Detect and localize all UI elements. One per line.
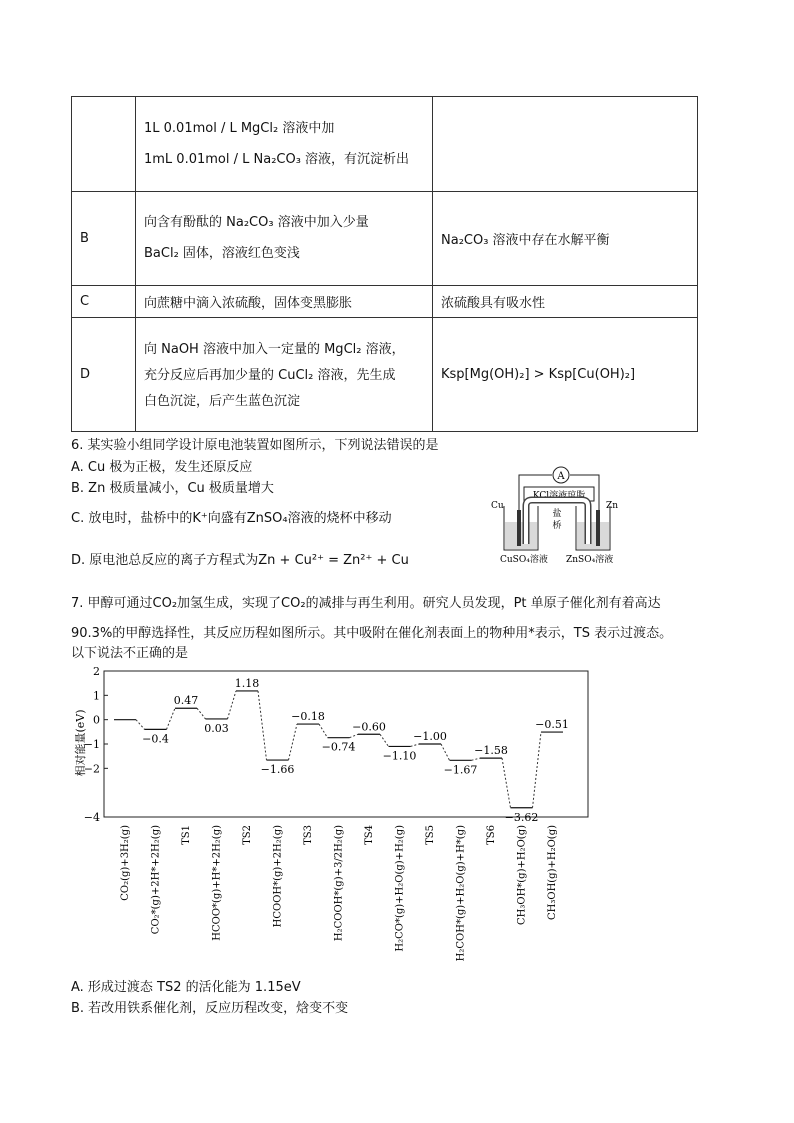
experiment-cell xyxy=(136,192,433,286)
energy-connector xyxy=(136,720,145,730)
q7-option-a: A. 形成过渡态 TS2 的活化能为 1.15eV xyxy=(71,980,301,995)
energy-connector xyxy=(258,691,267,760)
data-label: −0.51 xyxy=(535,718,569,732)
row-label xyxy=(72,97,136,192)
y-tick-label: −4 xyxy=(83,811,100,824)
data-label: −1.67 xyxy=(443,763,478,777)
experiment-line: 白色沉淀，后产生蓝色沉淀 xyxy=(144,393,301,409)
x-tick-label: HCOO*(g)+H*+2H₂(g) xyxy=(211,825,223,941)
data-label: −0.18 xyxy=(291,710,325,724)
salt-bridge-char-1: 盐 xyxy=(552,509,562,519)
q6-option-a: A. Cu 极为正极，发生还原反应 xyxy=(71,460,253,475)
left-solution-label: CuSO₄溶液 xyxy=(500,555,548,565)
y-tick-label: 1 xyxy=(93,689,100,703)
conclusion-cell xyxy=(433,97,698,192)
cu-electrode xyxy=(517,510,521,546)
x-tick-label: TS2 xyxy=(242,825,253,845)
experiment-cell xyxy=(136,97,433,192)
right-solution-fill xyxy=(577,522,609,549)
x-tick-label: H₂COH*(g)+H₂O(g)+H*(g) xyxy=(455,825,467,962)
y-tick-label: −2 xyxy=(83,762,100,776)
x-tick-label: TS3 xyxy=(303,825,314,845)
bridge-label: KCl溶液琼脂 xyxy=(532,491,586,501)
energy-profile-chart xyxy=(70,665,600,970)
data-label: −1.00 xyxy=(413,730,447,743)
q7-option-b: B. 若改用铁系催化剂，反应历程改变，焓变不变 xyxy=(71,1001,349,1016)
y-tick-label: 0 xyxy=(93,713,100,727)
experiment-cell: 向蔗糖中滴入浓硫酸，固体变黑膨胀 xyxy=(136,286,433,318)
data-label: −0.74 xyxy=(321,740,356,754)
energy-connector xyxy=(228,691,237,719)
energy-connector xyxy=(319,724,328,738)
x-tick-label: CO₂*(g)+2H*+2H₂(g) xyxy=(150,825,162,935)
energy-connector xyxy=(197,708,206,719)
data-label: 0.47 xyxy=(173,694,199,708)
x-tick-label: TS5 xyxy=(425,825,436,845)
conclusion-cell: 浓硫酸具有吸水性 xyxy=(433,286,698,318)
experiment-line: 充分反应后再加少量的 CuCl₂ 溶液，先生成 xyxy=(144,367,396,383)
q7-stem-line-2: 90.3%的甲醇选择性，其反应历程如图所示。其中吸附在催化剂表面上的物种用*表示，TS 表示过渡态。 xyxy=(71,626,673,641)
data-label: −1.58 xyxy=(474,744,508,758)
cu-label: Cu xyxy=(491,501,504,511)
conclusion-cell: Na₂CO₃ 溶液中存在水解平衡 xyxy=(433,192,698,286)
x-tick-label: CH₃OH(g)+H₂O(g) xyxy=(547,825,558,921)
y-axis-label: 相对能量(eV) xyxy=(74,709,87,777)
conclusion-cell: Ksp[Mg(OH)₂] > Ksp[Cu(OH)₂] xyxy=(433,318,698,432)
data-label: −0.4 xyxy=(142,732,169,746)
x-tick-label: TS1 xyxy=(181,825,192,845)
x-tick-label: H₂COOH*(g)+3/2H₂(g) xyxy=(333,825,345,942)
energy-connector xyxy=(167,708,176,729)
table-row xyxy=(72,286,698,318)
q6-option-d: D. 原电池总反应的离子方程式为Zn + Cu²⁺ = Zn²⁺ + Cu xyxy=(71,553,409,568)
data-label: −1.66 xyxy=(260,763,295,777)
q6-stem: 6. 某实验小组同学设计原电池装置如图所示，下列说法错误的是 xyxy=(71,438,439,453)
data-label: 0.03 xyxy=(204,721,229,735)
experiment-line: 1mL 0.01mol / L Na₂CO₃ 溶液，有沉淀析出 xyxy=(144,151,410,167)
salt-bridge-char-2: 桥 xyxy=(552,521,562,531)
q6-option-c: C. 放电时，盐桥中的K⁺向盛有ZnSO₄溶液的烧杯中移动 xyxy=(71,511,392,526)
energy-connector xyxy=(380,734,389,746)
row-label: B xyxy=(72,192,136,286)
x-tick-label: CO₂(g)+3H₂(g) xyxy=(120,825,131,901)
x-tick-label: CH₃OH*(g)+H₂O(g) xyxy=(516,825,528,926)
energy-connector xyxy=(350,734,359,737)
energy-connector xyxy=(533,732,542,808)
y-tick-label: 2 xyxy=(93,665,100,678)
table-row xyxy=(72,318,698,432)
energy-connector xyxy=(441,744,450,760)
q6-option-b: B. Zn 极质量减小，Cu 极质量增大 xyxy=(71,481,274,496)
galvanic-cell-figure xyxy=(488,462,628,570)
answer-table xyxy=(71,96,698,432)
zn-electrode xyxy=(596,510,600,546)
energy-connector xyxy=(289,724,298,760)
ammeter-label: A xyxy=(557,471,565,482)
experiment-line: BaCl₂ 固体，溶液红色变浅 xyxy=(144,246,300,261)
x-tick-label: H₂CO*(g)+H₂O(g)+H₂(g) xyxy=(394,825,406,952)
experiment-line: 向含有酚酞的 Na₂CO₃ 溶液中加入少量 xyxy=(144,215,369,230)
experiment-line: 向 NaOH 溶液中加入一定量的 MgCl₂ 溶液， xyxy=(144,341,405,357)
y-tick-label: −1 xyxy=(83,738,100,751)
experiment-cell xyxy=(136,318,433,432)
energy-connector xyxy=(502,758,511,808)
energy-connector xyxy=(411,744,420,746)
x-tick-label: TS4 xyxy=(364,825,375,845)
x-tick-label: HCOOH*(g)+2H₂(g) xyxy=(272,825,284,928)
data-label: −0.60 xyxy=(352,720,386,734)
q7-stem-line-1: 7. 甲醇可通过CO₂加氢生成，实现了CO₂的减排与再生利用。研究人员发现，Pt 单原子催化剂有着高达 xyxy=(71,596,661,611)
data-label: −1.10 xyxy=(382,749,417,763)
table-row xyxy=(72,192,698,286)
right-solution-label: ZnSO₄溶液 xyxy=(566,555,614,565)
data-label: 1.18 xyxy=(234,676,260,690)
row-label: D xyxy=(72,318,136,432)
data-label: −3.62 xyxy=(504,810,539,824)
row-label: C xyxy=(72,286,136,318)
table-row xyxy=(72,97,698,192)
experiment-line: 1L 0.01mol / L MgCl₂ 溶液中加 xyxy=(144,120,335,136)
zn-label: Zn xyxy=(606,501,619,511)
q7-stem-line-3: 以下说法不正确的是 xyxy=(71,646,189,661)
energy-connector xyxy=(472,758,481,760)
x-tick-label: TS6 xyxy=(486,825,497,845)
